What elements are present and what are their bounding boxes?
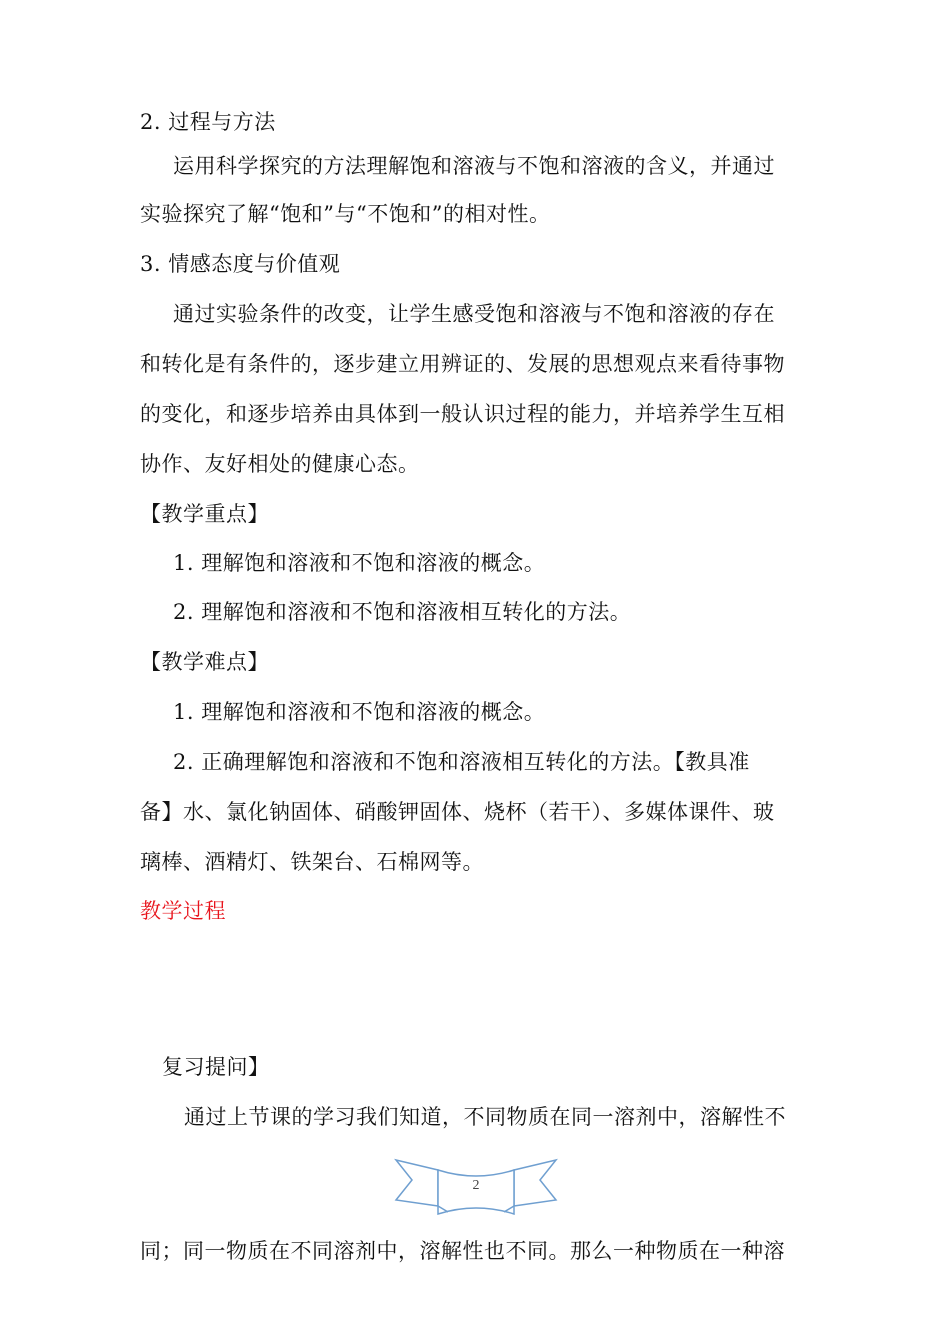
- page-number: 2: [472, 1178, 480, 1193]
- paragraph-line: 运用科学探究的方法理解饱和溶液与不饱和溶液的含义，并通过: [173, 154, 775, 178]
- paragraph-line: 和转化是有条件的，逐步建立用辨证的、发展的思想观点来看待事物: [140, 352, 785, 376]
- list-item: 2. 理解饱和溶液和不饱和溶液相互转化的方法。: [173, 600, 632, 624]
- section-heading-difficulties: 【教学难点】: [140, 650, 269, 674]
- paragraph-line: 通过实验条件的改变，让学生感受饱和溶液与不饱和溶液的存在: [173, 302, 775, 326]
- paragraph-line: 实验探究了解“饱和”与“不饱和”的相对性。: [140, 202, 551, 226]
- section-heading-attitude-values: 3. 情感态度与价值观: [140, 252, 341, 276]
- paragraph-line: 的变化，和逐步培养由具体到一般认识过程的能力，并培养学生互相: [140, 402, 785, 426]
- page-number-ribbon: [392, 1156, 560, 1218]
- list-item: 2. 正确理解饱和溶液和不饱和溶液相互转化的方法。【教具准: [173, 750, 750, 774]
- paragraph-line: 通过上节课的学习我们知道，不同物质在同一溶剂中，溶解性不: [184, 1105, 786, 1129]
- list-item: 1. 理解饱和溶液和不饱和溶液的概念。: [173, 700, 546, 724]
- list-item: 1. 理解饱和溶液和不饱和溶液的概念。: [173, 551, 546, 575]
- section-heading-key-points: 【教学重点】: [140, 502, 269, 526]
- paragraph-line: 协作、友好相处的健康心态。: [140, 452, 420, 476]
- section-heading-process-method: 2. 过程与方法: [140, 110, 276, 134]
- paragraph-line: 同；同一物质在不同溶剂中，溶解性也不同。那么一种物质在一种溶: [140, 1239, 785, 1263]
- paragraph-line: 备】水、氯化钠固体、硝酸钾固体、烧杯（若干）、多媒体课件、玻: [140, 800, 775, 824]
- section-heading-review-questions: 复习提问】: [162, 1055, 270, 1079]
- section-heading-teaching-process: 教学过程: [140, 899, 226, 923]
- paragraph-line: 璃棒、酒精灯、铁架台、石棉网等。: [140, 850, 484, 874]
